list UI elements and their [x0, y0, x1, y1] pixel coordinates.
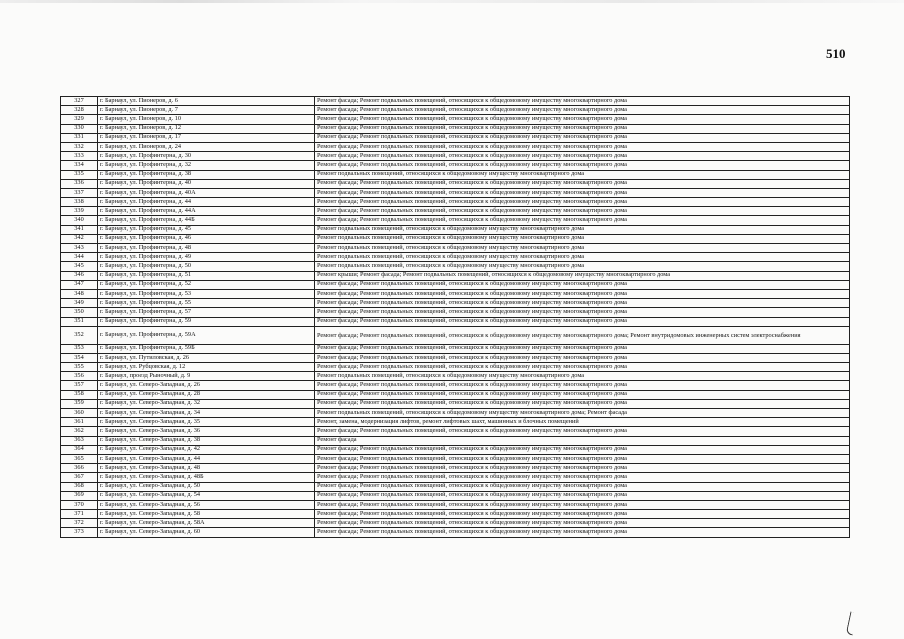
table-row — [61, 436, 850, 445]
table-row — [61, 473, 850, 482]
address-cell: г. Барнаул, ул. Северо-Западная, д. 56 — [98, 500, 315, 509]
address-cell: г. Барнаул, ул. Северо-Западная, д. 44 — [98, 454, 315, 463]
works-cell: Ремонт фасада; Ремонт подвальных помещений, относящихся к общедомовому имуществу многоквартирного дома; Ремонт внутридомовых инженерных систем электроснабжения — [315, 326, 850, 344]
table-row — [61, 326, 850, 344]
address-cell: г. Барнаул, ул. Северо-Западная, д. 38 — [98, 436, 315, 445]
works-cell: Ремонт фасада; Ремонт подвальных помещений, относящихся к общедомовому имуществу многоквартирного дома — [315, 207, 850, 216]
address-cell: г. Барнаул, ул. Профинтерна, д. 51 — [98, 271, 315, 280]
table-row — [61, 353, 850, 362]
row-number-cell: 342 — [61, 234, 98, 243]
works-cell: Ремонт подвальных помещений, относящихся к общедомовому имуществу многоквартирного дома; Ремонт фасада — [315, 409, 850, 418]
row-number-cell: 327 — [61, 97, 98, 106]
page-number: 510 — [826, 46, 846, 61]
row-number-cell: 359 — [61, 399, 98, 408]
row-number-cell: 368 — [61, 482, 98, 491]
works-cell: Ремонт подвальных помещений, относящихся к общедомовому имуществу многоквартирного дома — [315, 244, 850, 253]
address-cell: г. Барнаул, ул. Северо-Западная, д. 36 — [98, 427, 315, 436]
works-cell: Ремонт крыши; Ремонт фасада; Ремонт подвальных помещений, относящихся к общедомовому имуществу многоквартирного дома — [315, 271, 850, 280]
address-cell: г. Барнаул, ул. Северо-Западная, д. 50 — [98, 482, 315, 491]
row-number-cell: 350 — [61, 308, 98, 317]
address-cell: г. Барнаул, ул. Пионеров, д. 24 — [98, 142, 315, 151]
works-cell: Ремонт фасада; Ремонт подвальных помещений, относящихся к общедомовому имуществу многоквартирного дома — [315, 198, 850, 207]
address-cell: г. Барнаул, ул. Профинтерна, д. 57 — [98, 308, 315, 317]
table-row — [61, 390, 850, 399]
table-row — [61, 418, 850, 427]
row-number-cell: 349 — [61, 299, 98, 308]
address-cell: г. Барнаул, ул. Профинтерна, д. 53 — [98, 289, 315, 298]
row-number-cell: 343 — [61, 244, 98, 253]
table-row — [61, 482, 850, 491]
works-cell: Ремонт фасада; Ремонт подвальных помещений, относящихся к общедомовому имуществу многоквартирного дома — [315, 188, 850, 197]
row-number-cell: 339 — [61, 207, 98, 216]
table-row — [61, 170, 850, 179]
works-cell: Ремонт фасада; Ремонт подвальных помещений, относящихся к общедомовому имуществу многоквартирного дома — [315, 491, 850, 500]
address-cell: г. Барнаул, ул. Рубцовская, д. 12 — [98, 363, 315, 372]
table-row — [61, 500, 850, 509]
table-row — [61, 510, 850, 519]
works-cell: Ремонт фасада; Ремонт подвальных помещений, относящихся к общедомовому имуществу многоквартирного дома — [315, 152, 850, 161]
address-cell: г. Барнаул, ул. Северо-Западная, д. 32 — [98, 399, 315, 408]
registry-table-body — [61, 97, 850, 538]
works-cell: Ремонт фасада; Ремонт подвальных помещений, относящихся к общедомовому имуществу многоквартирного дома — [315, 344, 850, 353]
works-cell: Ремонт фасада; Ремонт подвальных помещений, относящихся к общедомовому имуществу многоквартирного дома — [315, 390, 850, 399]
row-number-cell: 330 — [61, 124, 98, 133]
row-number-cell: 328 — [61, 106, 98, 115]
row-number-cell: 360 — [61, 409, 98, 418]
table-row — [61, 133, 850, 142]
row-number-cell: 358 — [61, 390, 98, 399]
table-row — [61, 244, 850, 253]
address-cell: г. Барнаул, проезд Рыночный, д. 9 — [98, 372, 315, 381]
works-cell: Ремонт фасада; Ремонт подвальных помещений, относящихся к общедомовому имуществу многоквартирного дома — [315, 473, 850, 482]
works-cell: Ремонт фасада; Ремонт подвальных помещений, относящихся к общедомовому имуществу многоквартирного дома — [315, 289, 850, 298]
works-cell: Ремонт фасада; Ремонт подвальных помещений, относящихся к общедомовому имуществу многоквартирного дома — [315, 142, 850, 151]
registry-table — [60, 96, 850, 538]
row-number-cell: 347 — [61, 280, 98, 289]
address-cell: г. Барнаул, ул. Профинтерна, д. 50 — [98, 262, 315, 271]
works-cell: Ремонт подвальных помещений, относящихся к общедомовому имуществу многоквартирного дома — [315, 234, 850, 243]
address-cell: г. Барнаул, ул. Северо-Западная, д. 34 — [98, 409, 315, 418]
row-number-cell: 333 — [61, 152, 98, 161]
address-cell: г. Барнаул, ул. Пионеров, д. 17 — [98, 133, 315, 142]
row-number-cell: 364 — [61, 445, 98, 454]
table-row — [61, 399, 850, 408]
table-row — [61, 152, 850, 161]
address-cell: г. Барнаул, ул. Северо-Западная, д. 48 — [98, 464, 315, 473]
row-number-cell: 372 — [61, 519, 98, 528]
table-row — [61, 381, 850, 390]
row-number-cell: 353 — [61, 344, 98, 353]
table-row — [61, 188, 850, 197]
table-row — [61, 179, 850, 188]
works-cell: Ремонт фасада; Ремонт подвальных помещений, относящихся к общедомовому имуществу многоквартирного дома — [315, 510, 850, 519]
row-number-cell: 336 — [61, 179, 98, 188]
address-cell: г. Барнаул, ул. Северо-Западная, д. 58 — [98, 510, 315, 519]
works-cell: Ремонт фасада; Ремонт подвальных помещений, относящихся к общедомовому имуществу многоквартирного дома — [315, 179, 850, 188]
table-row — [61, 519, 850, 528]
works-cell: Ремонт фасада; Ремонт подвальных помещений, относящихся к общедомовому имуществу многоквартирного дома — [315, 528, 850, 537]
table-row — [61, 464, 850, 473]
works-cell: Ремонт подвальных помещений, относящихся к общедомовому имуществу многоквартирного дома — [315, 253, 850, 262]
table-row — [61, 253, 850, 262]
table-row — [61, 289, 850, 298]
table-row — [61, 299, 850, 308]
works-cell: Ремонт, замена, модернизация лифтов, ремонт лифтовых шахт, машинных и блочных помещений — [315, 418, 850, 427]
row-number-cell: 345 — [61, 262, 98, 271]
scan-top-edge — [0, 0, 904, 3]
row-number-cell: 337 — [61, 188, 98, 197]
row-number-cell: 367 — [61, 473, 98, 482]
table-row — [61, 216, 850, 225]
works-cell: Ремонт фасада; Ремонт подвальных помещений, относящихся к общедомовому имуществу многоквартирного дома — [315, 454, 850, 463]
works-cell: Ремонт фасада; Ремонт подвальных помещений, относящихся к общедомовому имуществу многоквартирного дома — [315, 97, 850, 106]
table-row — [61, 161, 850, 170]
address-cell: г. Барнаул, ул. Северо-Западная, д. 48Б — [98, 473, 315, 482]
address-cell: г. Барнаул, ул. Профинтерна, д. 38 — [98, 170, 315, 179]
address-cell: г. Барнаул, ул. Профинтерна, д. 44 — [98, 198, 315, 207]
table-row — [61, 234, 850, 243]
works-cell: Ремонт фасада; Ремонт подвальных помещений, относящихся к общедомовому имуществу многоквартирного дома — [315, 317, 850, 326]
row-number-cell: 346 — [61, 271, 98, 280]
works-cell: Ремонт фасада; Ремонт подвальных помещений, относящихся к общедомовому имуществу многоквартирного дома — [315, 445, 850, 454]
address-cell: г. Барнаул, ул. Профинтерна, д. 48 — [98, 244, 315, 253]
table-row — [61, 124, 850, 133]
row-number-cell: 362 — [61, 427, 98, 436]
row-number-cell: 370 — [61, 500, 98, 509]
address-cell: г. Барнаул, ул. Пионеров, д. 6 — [98, 97, 315, 106]
row-number-cell: 340 — [61, 216, 98, 225]
works-cell: Ремонт подвальных помещений, относящихся к общедомовому имуществу многоквартирного дома — [315, 170, 850, 179]
row-number-cell: 369 — [61, 491, 98, 500]
works-cell: Ремонт подвальных помещений, относящихся к общедомовому имуществу многоквартирного дома — [315, 262, 850, 271]
works-cell: Ремонт фасада; Ремонт подвальных помещений, относящихся к общедомовому имуществу многоквартирного дома — [315, 106, 850, 115]
table-row — [61, 280, 850, 289]
table-row — [61, 115, 850, 124]
address-cell: г. Барнаул, ул. Профинтерна, д. 45 — [98, 225, 315, 234]
address-cell: г. Барнаул, ул. Профинтерна, д. 59Б — [98, 344, 315, 353]
address-cell: г. Барнаул, ул. Северо-Западная, д. 35 — [98, 418, 315, 427]
address-cell: г. Барнаул, ул. Северо-Западная, д. 28 — [98, 390, 315, 399]
address-cell: г. Барнаул, ул. Профинтерна, д. 44А — [98, 207, 315, 216]
address-cell: г. Барнаул, ул. Профинтерна, д. 32 — [98, 161, 315, 170]
address-cell: г. Барнаул, ул. Профинтерна, д. 44Б — [98, 216, 315, 225]
table-row — [61, 454, 850, 463]
address-cell: г. Барнаул, ул. Профинтерна, д. 49 — [98, 253, 315, 262]
address-cell: г. Барнаул, ул. Северо-Западная, д. 42 — [98, 445, 315, 454]
address-cell: г. Барнаул, ул. Профинтерна, д. 30 — [98, 152, 315, 161]
works-cell: Ремонт фасада; Ремонт подвальных помещений, относящихся к общедомовому имуществу многоквартирного дома — [315, 427, 850, 436]
table-row — [61, 528, 850, 537]
works-cell: Ремонт фасада; Ремонт подвальных помещений, относящихся к общедомовому имуществу многоквартирного дома — [315, 216, 850, 225]
row-number-cell: 352 — [61, 326, 98, 344]
row-number-cell: 351 — [61, 317, 98, 326]
table-row — [61, 271, 850, 280]
works-cell: Ремонт фасада; Ремонт подвальных помещений, относящихся к общедомовому имуществу многоквартирного дома — [315, 161, 850, 170]
row-number-cell: 329 — [61, 115, 98, 124]
address-cell: г. Барнаул, ул. Северо-Западная, д. 54 — [98, 491, 315, 500]
address-cell: г. Барнаул, ул. Пионеров, д. 7 — [98, 106, 315, 115]
row-number-cell: 363 — [61, 436, 98, 445]
table-row — [61, 308, 850, 317]
works-cell: Ремонт подвальных помещений, относящихся к общедомовому имуществу многоквартирного дома — [315, 372, 850, 381]
table-row — [61, 344, 850, 353]
works-cell: Ремонт фасада; Ремонт подвальных помещений, относящихся к общедомовому имуществу многоквартирного дома — [315, 280, 850, 289]
address-cell: г. Барнаул, ул. Профинтерна, д. 52 — [98, 280, 315, 289]
address-cell: г. Барнаул, ул. Профинтерна, д. 40А — [98, 188, 315, 197]
row-number-cell: 354 — [61, 353, 98, 362]
address-cell: г. Барнаул, ул. Пионеров, д. 10 — [98, 115, 315, 124]
row-number-cell: 338 — [61, 198, 98, 207]
works-cell: Ремонт фасада; Ремонт подвальных помещений, относящихся к общедомовому имуществу многоквартирного дома — [315, 399, 850, 408]
table-row — [61, 225, 850, 234]
table-row — [61, 207, 850, 216]
works-cell: Ремонт фасада; Ремонт подвальных помещений, относящихся к общедомовому имуществу многоквартирного дома — [315, 299, 850, 308]
works-cell: Ремонт фасада; Ремонт подвальных помещений, относящихся к общедомовому имуществу многоквартирного дома — [315, 308, 850, 317]
address-cell: г. Барнаул, ул. Профинтерна, д. 46 — [98, 234, 315, 243]
table-row — [61, 409, 850, 418]
row-number-cell: 373 — [61, 528, 98, 537]
row-number-cell: 348 — [61, 289, 98, 298]
address-cell: г. Барнаул, ул. Северо-Западная, д. 60 — [98, 528, 315, 537]
works-cell: Ремонт фасада; Ремонт подвальных помещений, относящихся к общедомовому имуществу многоквартирного дома — [315, 464, 850, 473]
address-cell: г. Барнаул, ул. Профинтерна, д. 40 — [98, 179, 315, 188]
works-cell: Ремонт фасада; Ремонт подвальных помещений, относящихся к общедомовому имуществу многоквартирного дома — [315, 381, 850, 390]
row-number-cell: 331 — [61, 133, 98, 142]
table-row — [61, 97, 850, 106]
table-row — [61, 427, 850, 436]
table-row — [61, 262, 850, 271]
row-number-cell: 357 — [61, 381, 98, 390]
works-cell: Ремонт фасада; Ремонт подвальных помещений, относящихся к общедомовому имуществу многоквартирного дома — [315, 353, 850, 362]
address-cell: г. Барнаул, ул. Профинтерна, д. 59А — [98, 326, 315, 344]
row-number-cell: 371 — [61, 510, 98, 519]
row-number-cell: 356 — [61, 372, 98, 381]
row-number-cell: 332 — [61, 142, 98, 151]
table-row — [61, 106, 850, 115]
table-row — [61, 317, 850, 326]
address-cell: г. Барнаул, ул. Пионеров, д. 12 — [98, 124, 315, 133]
address-cell: г. Барнаул, ул. Профинтерна, д. 59 — [98, 317, 315, 326]
table-row — [61, 445, 850, 454]
works-cell: Ремонт фасада; Ремонт подвальных помещений, относящихся к общедомовому имуществу многоквартирного дома — [315, 115, 850, 124]
address-cell: г. Барнаул, ул. Профинтерна, д. 55 — [98, 299, 315, 308]
handwritten-mark — [846, 612, 858, 636]
works-cell: Ремонт фасада; Ремонт подвальных помещений, относящихся к общедомовому имуществу многоквартирного дома — [315, 482, 850, 491]
row-number-cell: 344 — [61, 253, 98, 262]
works-cell: Ремонт подвальных помещений, относящихся к общедомовому имуществу многоквартирного дома — [315, 225, 850, 234]
address-cell: г. Барнаул, ул. Путиловская, д. 26 — [98, 353, 315, 362]
works-cell: Ремонт фасада; Ремонт подвальных помещений, относящихся к общедомовому имуществу многоквартирного дома — [315, 124, 850, 133]
works-cell: Ремонт фасада; Ремонт подвальных помещений, относящихся к общедомовому имуществу многоквартирного дома — [315, 519, 850, 528]
row-number-cell: 366 — [61, 464, 98, 473]
works-cell: Ремонт фасада — [315, 436, 850, 445]
table-row — [61, 491, 850, 500]
table-row — [61, 363, 850, 372]
row-number-cell: 334 — [61, 161, 98, 170]
address-cell: г. Барнаул, ул. Северо-Западная, д. 26 — [98, 381, 315, 390]
table-row — [61, 372, 850, 381]
works-cell: Ремонт фасада; Ремонт подвальных помещений, относящихся к общедомовому имуществу многоквартирного дома — [315, 133, 850, 142]
table-row — [61, 142, 850, 151]
row-number-cell: 341 — [61, 225, 98, 234]
row-number-cell: 355 — [61, 363, 98, 372]
row-number-cell: 365 — [61, 454, 98, 463]
row-number-cell: 335 — [61, 170, 98, 179]
table-row — [61, 198, 850, 207]
row-number-cell: 361 — [61, 418, 98, 427]
works-cell: Ремонт фасада; Ремонт подвальных помещений, относящихся к общедомовому имуществу многоквартирного дома — [315, 363, 850, 372]
address-cell: г. Барнаул, ул. Северо-Западная, д. 58А — [98, 519, 315, 528]
works-cell: Ремонт фасада; Ремонт подвальных помещений, относящихся к общедомовому имуществу многоквартирного дома — [315, 500, 850, 509]
